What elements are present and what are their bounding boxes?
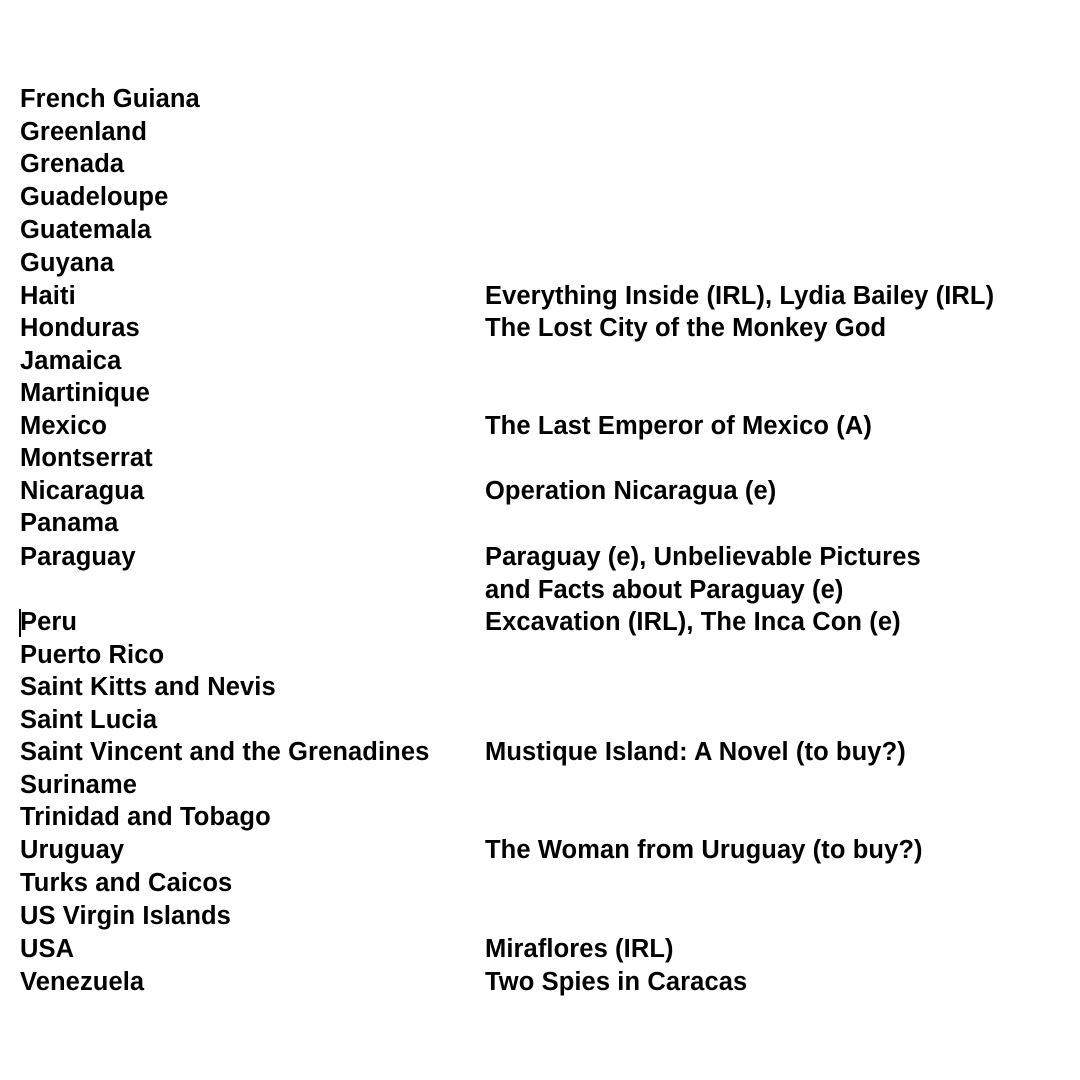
country-name: Saint Kitts and Nevis [20, 673, 276, 701]
country-name: Guyana [20, 249, 115, 277]
country-name: Saint Lucia [20, 705, 158, 734]
book-titles: Paraguay (e), Unbelievable Pictures [485, 543, 921, 571]
book-titles: Everything Inside (IRL), Lydia Bailey (IRL) [485, 281, 995, 310]
list-row [0, 83, 1080, 116]
list-row [0, 801, 1080, 834]
list-row [0, 867, 1080, 900]
book-titles: Excavation (IRL), The Inca Con (e) [485, 608, 901, 636]
book-titles: The Last Emperor of Mexico (A) [485, 411, 872, 440]
country-name: Jamaica [20, 346, 122, 375]
country-name: Haiti [20, 281, 76, 310]
country-name: Turks and Caicos [20, 868, 233, 897]
country-name: Montserrat [20, 444, 153, 472]
book-titles: The Woman from Uruguay (to buy?) [485, 836, 923, 864]
country-name: Guatemala [20, 216, 152, 244]
list-row [0, 900, 1080, 933]
country-name: Trinidad and Tobago [20, 803, 271, 831]
country-name: Uruguay [20, 836, 125, 864]
list-row [0, 966, 1080, 999]
list-row [0, 671, 1080, 704]
book-titles: Two Spies in Caracas [485, 967, 748, 996]
list-row [0, 507, 1080, 540]
list-row [0, 933, 1080, 966]
list-row [0, 214, 1080, 247]
book-titles: Operation Nicaragua (e) [485, 476, 777, 505]
list-row [0, 247, 1080, 280]
list-row [0, 704, 1080, 737]
country-name: Suriname [20, 770, 138, 799]
list-row [0, 475, 1080, 508]
list-row [0, 541, 1080, 607]
list-row [0, 410, 1080, 443]
list-row [0, 116, 1080, 149]
list-row [0, 834, 1080, 867]
country-name: Martinique [20, 379, 150, 407]
country-name: USA [20, 935, 75, 963]
country-name: Puerto Rico [20, 641, 165, 669]
country-name: Nicaragua [20, 476, 145, 505]
country-name: Saint Vincent and the Grenadines [20, 738, 430, 766]
list-row [0, 377, 1080, 410]
country-name: Panama [20, 509, 119, 537]
book-titles: Miraflores (IRL) [485, 935, 674, 963]
list-row [0, 181, 1080, 214]
list-row [0, 280, 1080, 313]
country-name: Grenada [20, 150, 125, 178]
list-row [0, 769, 1080, 802]
list-row [0, 606, 1080, 639]
list-row [0, 639, 1080, 672]
country-name: Paraguay [20, 543, 136, 571]
country-name: Peru [20, 608, 78, 636]
list-row [0, 736, 1080, 769]
country-name: Venezuela [20, 967, 145, 996]
country-name: US Virgin Islands [20, 902, 231, 930]
country-name: Greenland [20, 117, 148, 146]
list-row [0, 442, 1080, 475]
book-titles: The Lost City of the Monkey God [485, 314, 887, 342]
list-row [0, 345, 1080, 378]
country-name: Guadeloupe [20, 182, 169, 211]
book-titles: Mustique Island: A Novel (to buy?) [485, 738, 906, 766]
list-row [0, 148, 1080, 181]
country-name: French Guiana [20, 85, 200, 113]
country-name: Mexico [20, 411, 108, 440]
book-titles-continued: and Facts about Paraguay (e) [485, 576, 844, 604]
country-name: Honduras [20, 314, 140, 342]
list-row [0, 312, 1080, 345]
